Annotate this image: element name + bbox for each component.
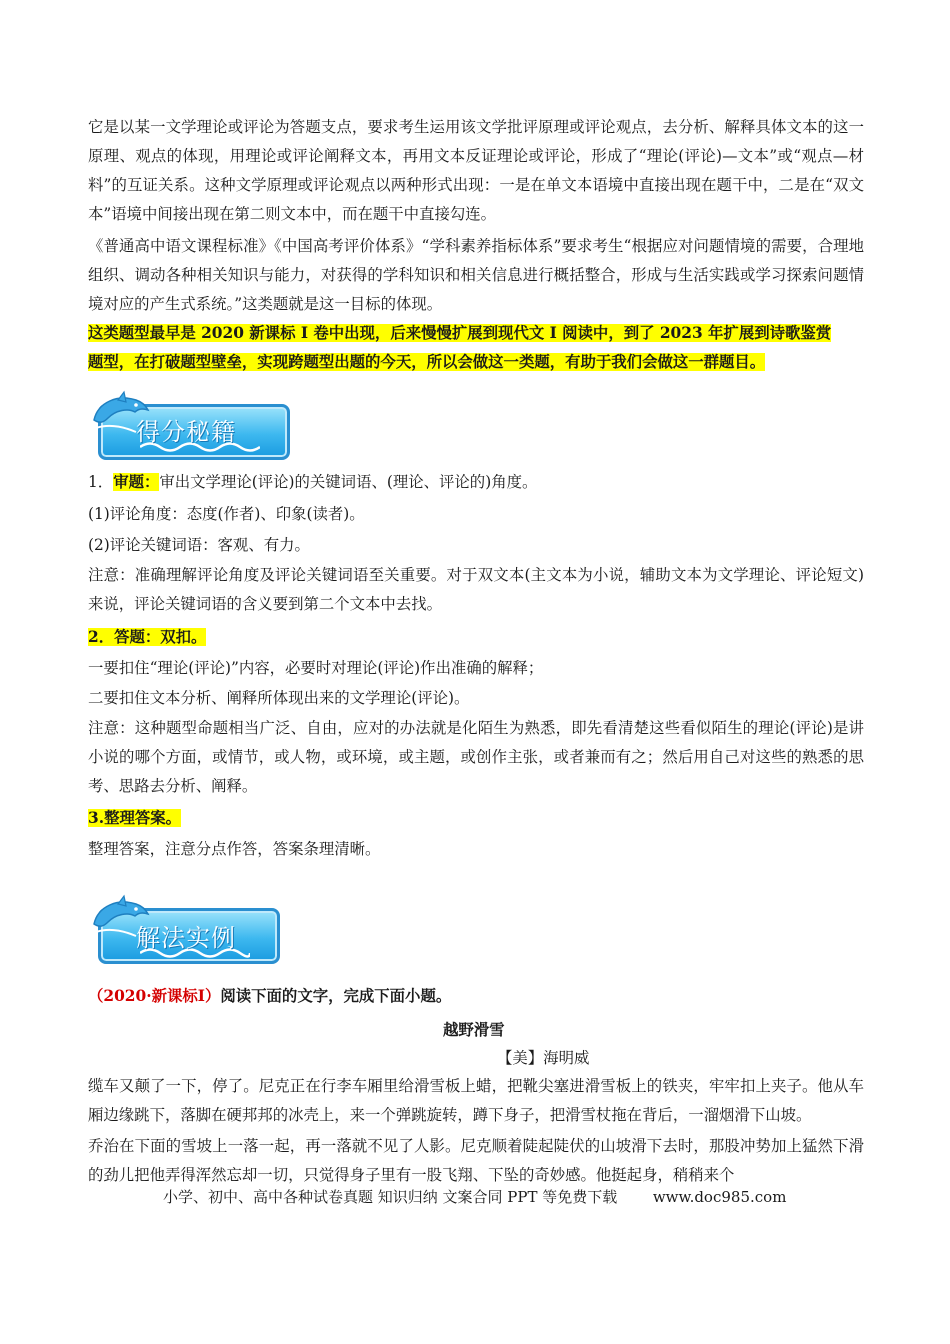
tip-3-heading: 3.整理答案。: [88, 809, 182, 827]
footer-text: 小学、初中、高中各种试卷真题 知识归纳 文案合同 PPT 等免费下载: [163, 1188, 618, 1206]
article-title: 越野滑雪: [443, 1021, 505, 1039]
intro-paragraph-1: 它是以某一文学理论或评论为答题支点，要求考生运用该文学批评原理或评论观点，去分析、解释具体文本的这一原理、观点的体现，用理论或评论阐释文本，再用文本反证理论或评论，形成了“理论(评论)—文本”或“观点—材料”的互证关系。这种文学原理或评论观点以两种形式出现：一是在单文本语境中直接出现在题干中，二是在“双文本”语境中间接出现在第二则文本中，而在题干中直接勾连。: [88, 118, 864, 223]
page-footer: [163, 1186, 786, 1207]
banner-label: 得分秘籍: [136, 418, 236, 446]
tip-2-note: 注意：这种题型命题相当广泛、自由，应对的办法就是化陌生为熟悉，即先看清楚这些看似陌生的理论(评论)是讲小说的哪个方面，或情节，或人物，或环境，或主题，或创作主张，或者兼而有之；然后用自己对这些的熟悉的思考、思路去分析、阐释。: [88, 719, 864, 795]
tip-1-point-b: (2)评论关键词语：客观、有力。: [88, 536, 310, 554]
tip-3-text: 整理答案，注意分点作答，答案条理清晰。: [88, 840, 381, 858]
section-banner-scoring-tips: [88, 390, 298, 462]
tip-2-point-b: 二要扣住文本分析、阐释所体现出来的文学理论(评论)。: [88, 689, 470, 707]
tip-2-heading: 2．答题：双扣。: [88, 628, 207, 646]
highlight-line-2: 题型，在打破题型壁垒，实现跨题型出题的今天，所以会做这一类题，有助于我们会做这一群题目。: [88, 353, 766, 371]
section-banner-examples: [88, 894, 298, 970]
tip-1-point-a: (1)评论角度：态度(作者)、印象(读者)。: [88, 505, 365, 523]
article-author: 【美】海明威: [497, 1049, 590, 1067]
example-question-header: （2020·新课标Ⅰ）阅读下面的文字，完成下面小题。: [88, 987, 452, 1005]
article-paragraph-1: 缆车又颠了一下，停了。尼克正在行李车厢里给滑雪板上蜡，把靴尖塞进滑雪板上的铁夹，牢牢扣上夹子。他从车厢边缘跳下，落脚在硬邦邦的冰壳上，来一个弹跳旋转，蹲下身子，把滑雪杖拖在背后，一溜烟滑下山坡。: [88, 1077, 864, 1124]
tip-2-point-a: 一要扣住“理论(评论)”内容，必要时对理论(评论)作出准确的解释；: [88, 659, 544, 677]
tip-1-note: 注意：准确理解评论角度及评论关键词语至关重要。对于双文本(主文本为小说，辅助文本为文学理论、评论短文)来说，评论关键词语的含义要到第二个文本中去找。: [88, 566, 864, 613]
article-paragraph-2: 乔治在下面的雪坡上一落一起，再一落就不见了人影。尼克顺着陡起陡伏的山坡滑下去时，那股冲势加上猛然下滑的劲儿把他弄得浑然忘却一切，只觉得身子里有一股飞翔、下坠的奇妙感。他挺起身，稍稍来个: [88, 1137, 864, 1184]
highlight-line-1: 这类题型最早是 2020 新课标 I 卷中出现，后来慢慢扩展到现代文 I 阅读中，到了 2023 年扩展到诗歌鉴赏: [88, 324, 832, 342]
tip-1-heading: 1．审题：审出文学理论(评论)的关键词语、(理论、评论的)角度。: [88, 473, 538, 491]
footer-url[interactable]: www.doc985.com: [652, 1188, 787, 1206]
banner-label: 解法实例: [136, 924, 236, 952]
intro-paragraph-2: 《普通高中语文课程标准》《中国高考评价体系》“学科素养指标体系”要求考生“根据应对问题情境的需要，合理地组织、调动各种相关知识与能力，对获得的学科知识和相关信息进行概括整合，形成与生活实践或学习探索问题情境对应的产生式系统。”这类题就是这一目标的体现。: [88, 237, 864, 313]
